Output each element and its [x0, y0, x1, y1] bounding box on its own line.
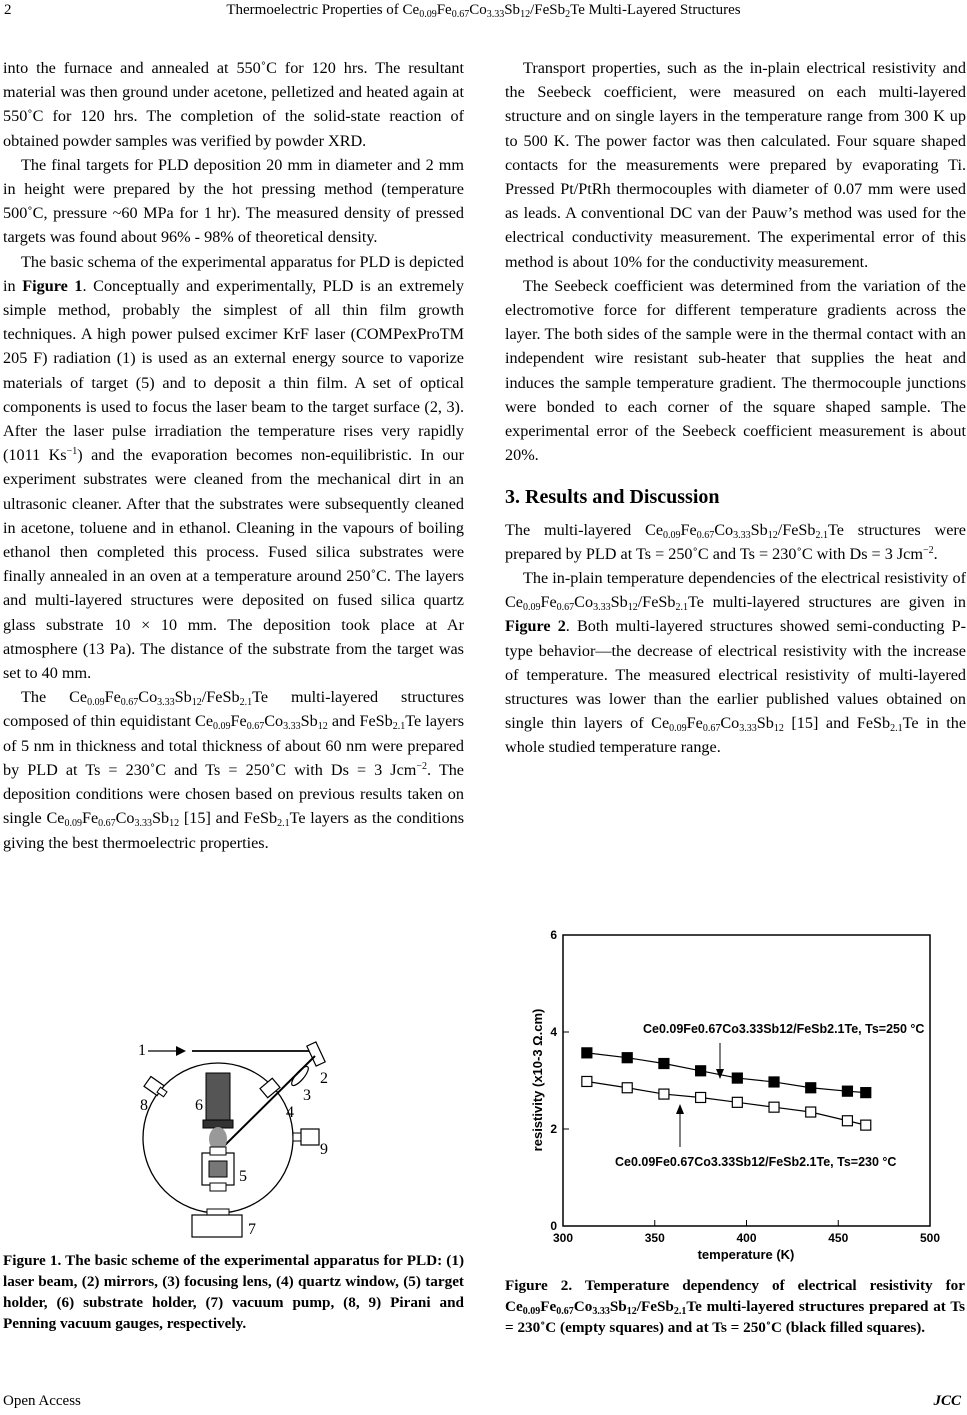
fig1-label-5: 5 [239, 1168, 247, 1185]
paragraph: The basic schema of the experimental apparatus for PLD is depicted in Figure 1. Conceptually and experimentally, PLD is an extremely simple method, probably the simplest of all thin film growth techniques. A high power pulsed excimer KrF laser (COMPexProTM 205 F) radiation (1) is used as an external energy source to vaporize materials of target (5) and to deposit a thin film. A set of optical components is used to focus the laser beam to the target surface (2, 3). After the laser pulse irradiation the temperature rises very rapidly (1011 $Ks^{-1}$) and the evaporation becomes non-equilibristic. In our experiment substrates were cleaned from the mechanical dirt in an ultrasonic cleaner. After that the substrates were subsequently cleaned in acetone, toluene and in ethanol. Cleaning in the vapours of boiling ethanol then completed this process. Fused silica substrates were finally annealed in an oven at a temperature around 250˚C. The layers and multi-layered structures were deposited on fused silica quartz glass substrate 10 × 10 mm. The deposition took place at Ar atmosphere (13 Pa). The distance of the substrate from the target was set to 40 mm. [3, 252, 465, 683]
paragraph: The multi-layered $Ce_{0.09}Fe_{0.67}Co_{3.33}Sb_{12}/FeSb_{2.1}Te$ structures were prepared by PLD at Ts = 250˚C and Ts = 230˚C with Ds = 3 Jcm$^{-2}$. [505, 520, 966, 563]
paragraph: The in-plain temperature dependencies of the electrical resistivity of $Ce_{0.09}Fe_{0.67}Co_{3.33}Sb_{12}/FeSb_{2.1}Te$ multi-layered structures are given in Figure 2. Both multi-layered structures showed semi-conducting P-type behavior—the decrease of electrical resistivity with the increase of temperature. The measured electrical resistivity of multi-layered structures was lower than the earlier published values obtained on single thin layers of $Ce_{0.09}Fe_{0.67}Co_{3.33}Sb_{12}$ [15] and FeSb$_{2.1}$Te in the whole studied temperature range. [505, 569, 967, 757]
figure-2-resistivity-chart [525, 925, 965, 1265]
y-axis-label: resistivity (x10-3 Ω.cm) [530, 1008, 545, 1152]
annotation-250: Ce0.09Fe0.67Co3.33Sb12/FeSb2.1Te, Ts=250 °C [643, 1022, 925, 1036]
running-title: Thermoelectric Properties of $Ce_{0.09}Fe_{0.67}Co_{3.33}Sb_{12}/FeSb_2Te$ Multi-Layered Structures [226, 2, 741, 20]
data-point [659, 1059, 669, 1069]
laser-beam-arrowhead [176, 1046, 186, 1056]
y-tick-label: 6 [550, 928, 557, 942]
figure-1-apparatus-diagram [110, 1025, 370, 1240]
fig1-label-2: 2 [320, 1070, 328, 1087]
data-point [659, 1089, 669, 1099]
data-point [806, 1107, 816, 1117]
x-tick-label: 500 [919, 1231, 941, 1245]
section-heading: 3. Results and Discussion [505, 486, 720, 509]
y-tick-label: 4 [550, 1025, 557, 1039]
axis-ticks [550, 928, 940, 1245]
data-point [622, 1083, 632, 1093]
page-number: 2 [4, 2, 12, 18]
y-tick-label: 0 [550, 1219, 557, 1233]
footer-open-access: Open Access [3, 1393, 81, 1409]
data-point [861, 1088, 871, 1098]
right-column [505, 56, 966, 760]
plot-frame [563, 935, 930, 1226]
paragraph: Transport properties, such as the in-plain electrical resistivity and the Seebeck coefficient, were measured on each multi-layered structure and on single layers in the temperature range from 300 K up to 500 K. The power factor was then calculated. Four square shaped contacts for the measurements were prepared by evaporating Ti. Pressed Pt/PtRh thermocouples with diameter of 0.07 mm were used as leads. A conventional DC van der Pauw’s method was used for the electrical conductivity measurement. The experimental error of this method is about 10% for the conductivity measurement. [505, 59, 966, 271]
paragraph: into the furnace and annealed at 550˚C for 120 hrs. The resultant material was then ground under acetone, pelletized and heated again at 550˚C for 120 hrs. The completion of the solid-state reaction of obtained powder samples was verified by powder XRD. [3, 59, 464, 150]
left-column [3, 56, 464, 855]
vacuum-pump [192, 1215, 242, 1237]
x-axis-label: temperature (K) [697, 1247, 795, 1262]
data-point [769, 1102, 779, 1112]
paragraph: The Seebeck coefficient was determined from the variation of the electromotive force for different temperature gradients across the layer. The both sides of the sample were in the thermal contact with an independent wire resistant sub-heater that supplies the heat and induces the sample temperature gradient. The thermocouple junctions were bonded to each corner of the square shaped sample. The experimental error of the Seebeck coefficient measurement is about 20%. [505, 276, 966, 465]
data-point [842, 1116, 852, 1126]
penning-gauge [301, 1129, 319, 1145]
data-point [696, 1092, 706, 1102]
data-point [582, 1048, 592, 1058]
figure-2-caption: Figure 2. Temperature dependency of electrical resistivity for $Ce_{0.09}Fe_{0.67}Co_{3.33}Sb_{12}/FeSb_{2.1}Te$ multi-layered structures prepared at Ts = 230˚C (empty squares) and at Ts = 250˚C (black filled squares). [505, 1277, 965, 1336]
page-header [0, 0, 967, 28]
data-point [769, 1077, 779, 1087]
data-point [732, 1097, 742, 1107]
fig1-label-7: 7 [248, 1221, 256, 1238]
fig1-label-6: 6 [195, 1097, 203, 1114]
data-point [732, 1073, 742, 1083]
fig1-label-9: 9 [320, 1141, 328, 1158]
penning-gauge-neck [293, 1133, 301, 1141]
paragraph: The final targets for PLD deposition 20 mm in diameter and 2 mm in height were prepared by the hot pressing method (temperature 500˚C, pressure ~60 MPa for 1 hr). The measured density of pressed targets was found about 96% - 98% of theoretical density. [3, 155, 464, 247]
paragraph: The $Ce_{0.09}Fe_{0.67}Co_{3.33}Sb_{12}/FeSb_{2.1}Te$ multi-layered structures composed of thin equidistant $Ce_{0.09}Fe_{0.67}Co_{3.33}Sb_{12}$ and FeSb$_{2.1}$Te layers of 5 nm in thickness and total thickness of about 60 nm were prepared by PLD at Ts = 230˚C and Ts = 250˚C with Ds = 3 Jcm$^{-2}$. The deposition conditions were chosen based on previous results taken on single $Ce_{0.09}Fe_{0.67}Co_{3.33}Sb_{12}$ [15] and FeSb$_{2.1}$Te layers as the conditions giving the best thermoelectric properties. [3, 688, 465, 852]
x-tick-label: 300 [552, 1231, 574, 1245]
focusing-lens [289, 1064, 311, 1088]
annotation-230: Ce0.09Fe0.67Co3.33Sb12/FeSb2.1Te, Ts=230 °C [615, 1155, 897, 1169]
data-point [582, 1076, 592, 1086]
x-tick-label: 350 [644, 1231, 665, 1245]
data-point [696, 1066, 706, 1076]
x-tick-label: 450 [828, 1231, 849, 1245]
figure-1-caption: Figure 1. The basic scheme of the experimental apparatus for PLD: (1) laser beam, (2) mirrors, (3) focusing lens, (4) quartz window, (5) target holder, (6) substrate holder, (7) vacuum pump, (8, 9) Pirani and Penning vacuum gauges, respectively. [3, 1252, 464, 1332]
footer-journal: JCC [933, 1393, 961, 1409]
fig1-label-3: 3 [303, 1087, 311, 1104]
data-point [842, 1086, 852, 1096]
fig1-label-4: 4 [286, 1104, 294, 1121]
data-series [582, 1048, 871, 1130]
y-tick-label: 2 [550, 1122, 557, 1136]
data-point [622, 1053, 632, 1063]
fig1-label-8: 8 [140, 1097, 148, 1114]
data-point [861, 1120, 871, 1130]
x-tick-label: 400 [736, 1231, 757, 1245]
fig1-label-1: 1 [138, 1042, 146, 1059]
data-point [806, 1083, 816, 1093]
